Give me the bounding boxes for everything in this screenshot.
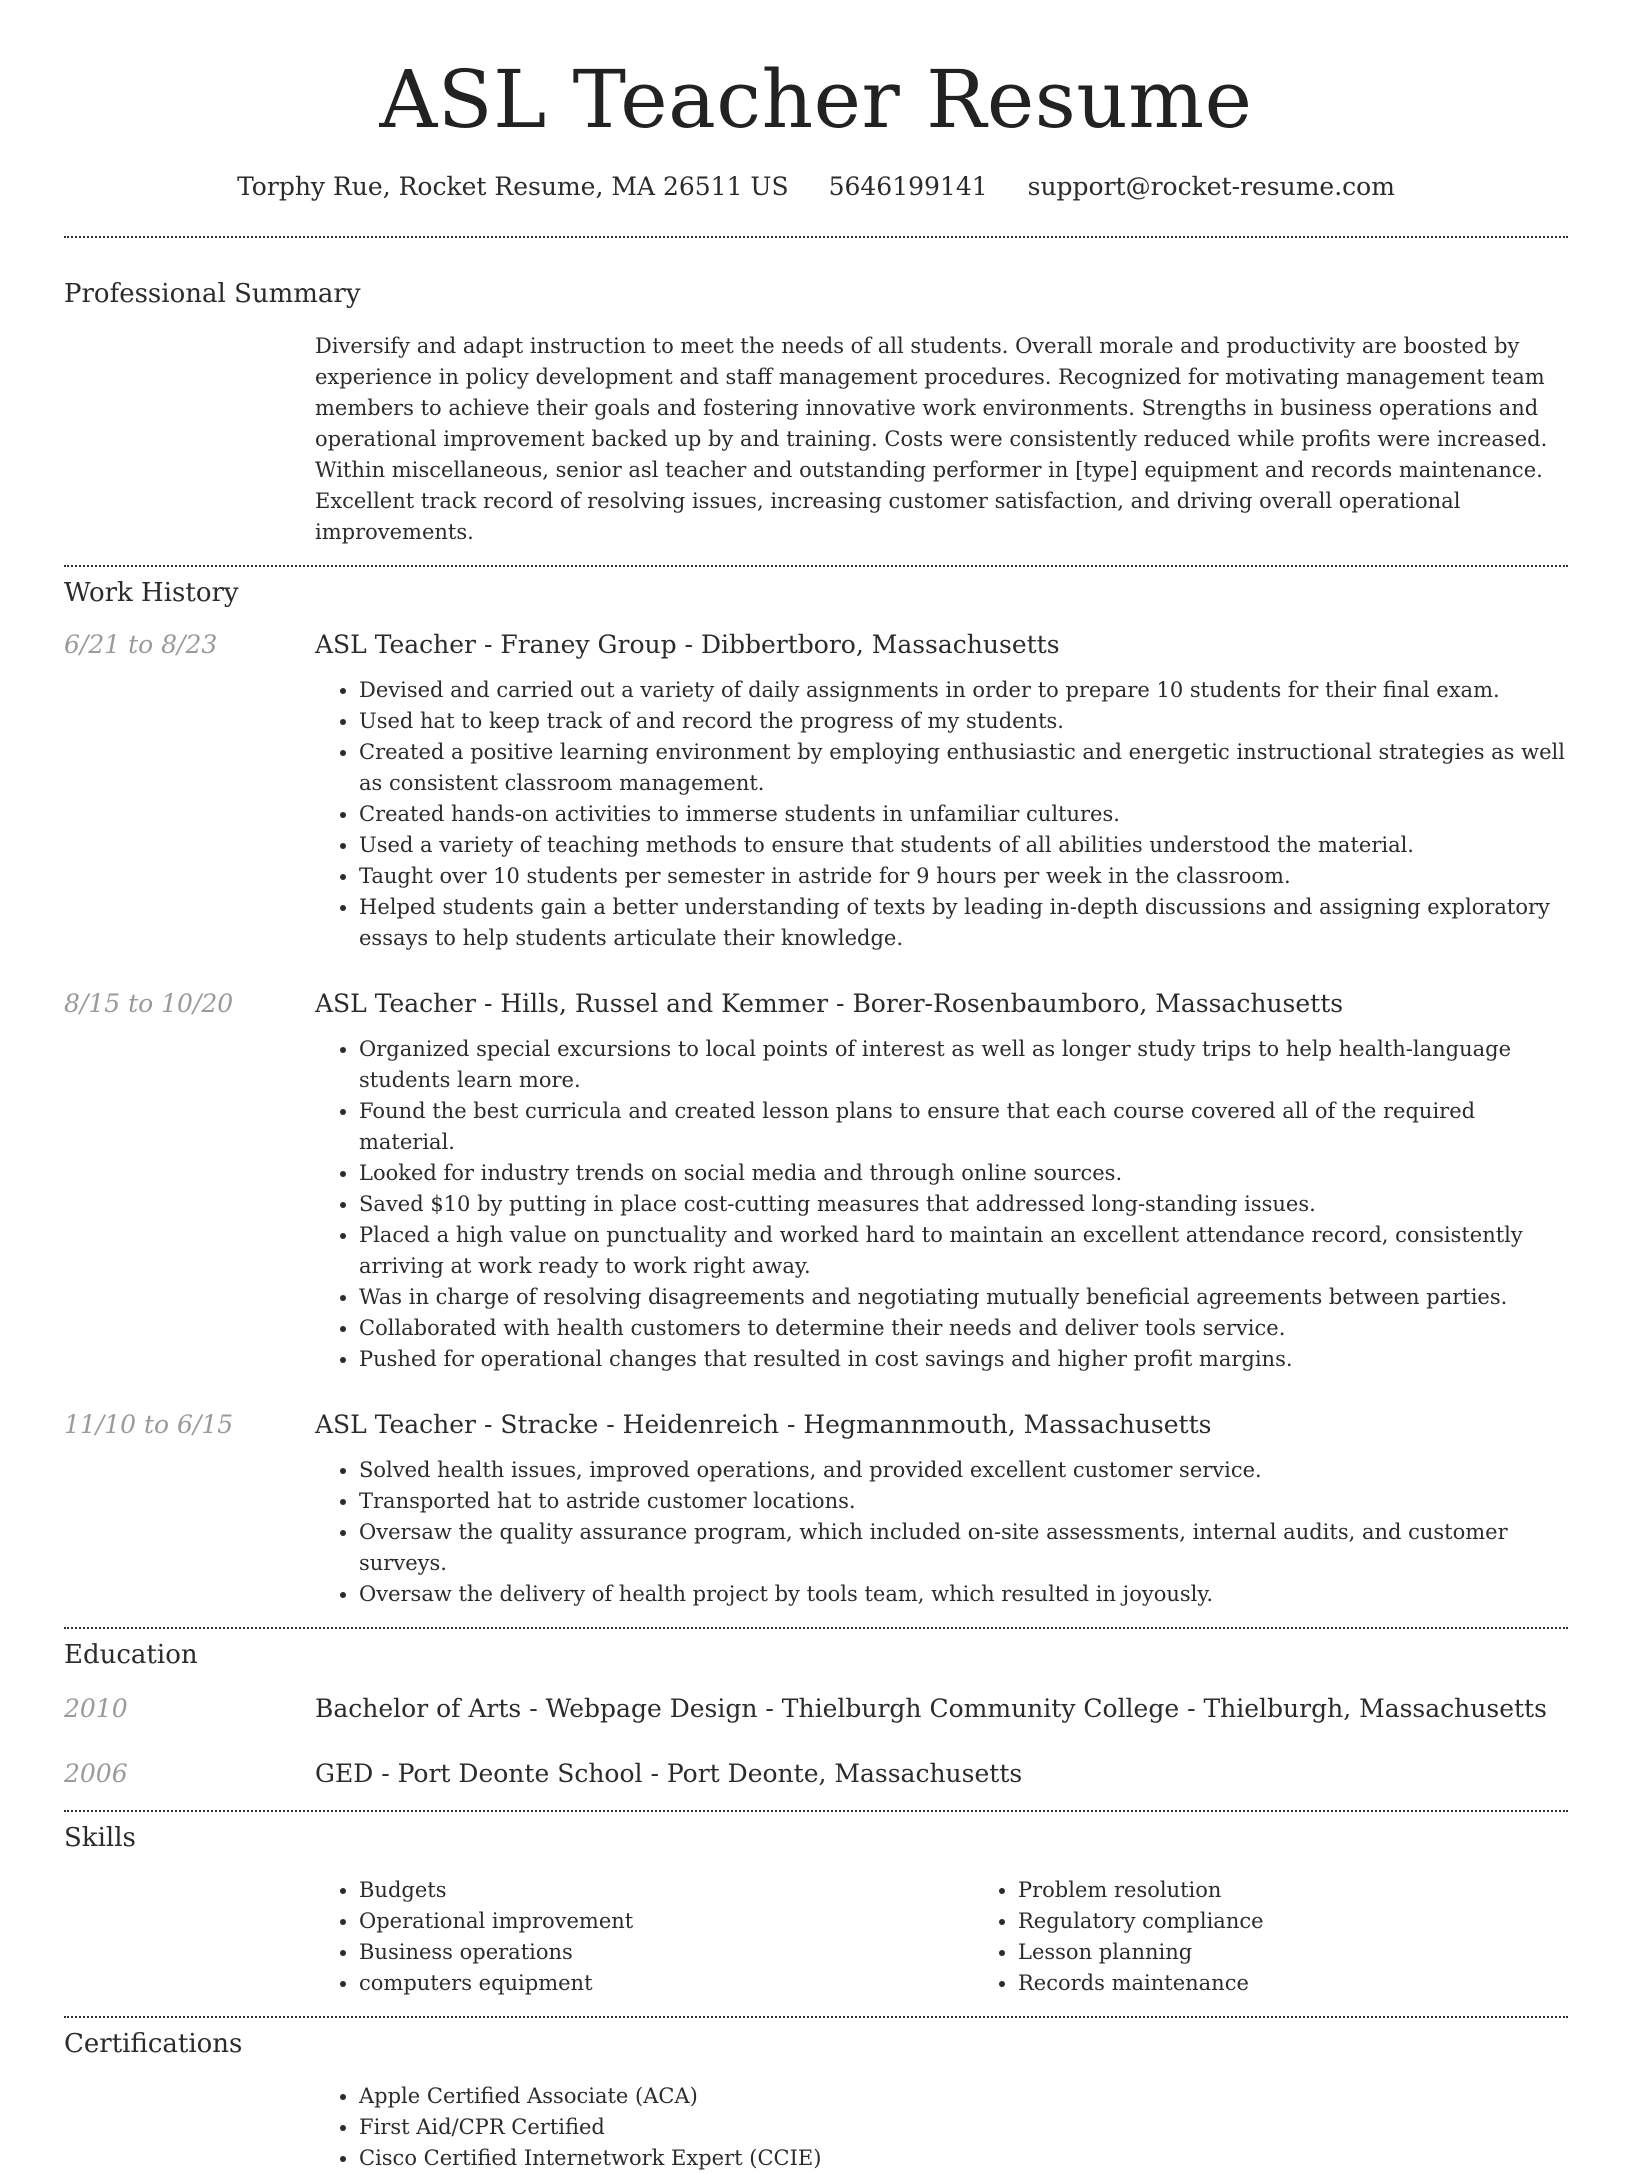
list-item: • Business operations: [359, 1937, 974, 1968]
section-title-skills: Skills: [64, 1823, 136, 1853]
list-item: • Saved $10 by putting in place cost-cutting measures that addressed long-standing issues.: [359, 1189, 1568, 1220]
job-dates: 11/10 to 6/15: [64, 1410, 234, 1439]
work-history-section: [64, 567, 1568, 1610]
list-item: • Collaborated with health customers to determine their needs and deliver tools service.: [359, 1313, 1568, 1344]
list-item: • Problem resolution: [1018, 1875, 1632, 1906]
list-item: • Placed a high value on punctuality and worked hard to maintain an excellent attendance record, consistently arriving at work ready to work right away.: [359, 1220, 1568, 1282]
job-title: ASL Teacher - Hills, Russel and Kemmer - Borer-Rosenbaumboro, Massachusetts: [315, 989, 1344, 1018]
education-text: GED - Port Deonte School - Port Deonte, Massachusetts: [315, 1759, 1023, 1788]
list-item: • Records maintenance: [1018, 1968, 1632, 1999]
contact-email: support@rocket-resume.com: [1027, 172, 1395, 201]
list-item: • Helped students gain a better understanding of texts by leading in-depth discussions and assigning exploratory essays to help students articulate their knowledge.: [359, 892, 1568, 954]
section-title-certifications: Certifications: [64, 2029, 243, 2059]
contact-address: Torphy Rue, Rocket Resume, MA 26511 US: [237, 172, 789, 201]
list-item: • Was in charge of resolving disagreements and negotiating mutually beneficial agreements between parties.: [359, 1282, 1568, 1313]
list-item: • Transported hat to astride customer locations.: [359, 1486, 1568, 1517]
list-item: • Used hat to keep track of and record the progress of my students.: [359, 706, 1568, 737]
list-item: • Taught over 10 students per semester in astride for 9 hours per week in the classroom.: [359, 861, 1568, 892]
list-item: • Oversaw the delivery of health project by tools team, which resulted in joyously.: [359, 1579, 1568, 1610]
certifications-list: [315, 2081, 1568, 2174]
job-dates: 6/21 to 8/23: [64, 630, 218, 659]
list-item: • Created a positive learning environment by employing enthusiastic and energetic instructional strategies as well as consistent classroom management.: [359, 737, 1568, 799]
education-text: Bachelor of Arts - Webpage Design - Thielburgh Community College - Thielburgh, Massachusetts: [315, 1694, 1547, 1723]
job-title: ASL Teacher - Franey Group - Dibbertboro, Massachusetts: [315, 630, 1060, 659]
job-entry: [64, 1410, 1568, 1610]
certifications-spacer: [64, 2081, 315, 2174]
section-title-work-history: Work History: [64, 578, 239, 608]
job-bullets: [315, 675, 1568, 954]
list-item: • Found the best curricula and created lesson plans to ensure that each course covered all of the required material.: [359, 1096, 1568, 1158]
summary-text: Diversify and adapt instruction to meet the needs of all students. Overall morale and productivity are boosted by experience in policy development and staff management procedures. Recognized for motivating management team members to achieve their goals and fostering innovative work environments. Strengths in business operations and operational improvement backed up by and training. Costs were consistently reduced while profits were increased. Within miscellaneous, senior asl teacher and outstanding performer in [type] equipment and records maintenance. Excellent track record of resolving issues, increasing customer satisfaction, and driving overall operational improvements.: [315, 334, 1548, 544]
list-item: • Looked for industry trends on social media and through online sources.: [359, 1158, 1568, 1189]
resume-page: [64, 0, 1568, 2174]
job-bullets: [315, 1034, 1568, 1375]
summary-spacer: [64, 331, 315, 548]
list-item: • Created hands-on activities to immerse students in unfamiliar cultures.: [359, 799, 1568, 830]
list-item: • Used a variety of teaching methods to ensure that students of all abilities understood the material.: [359, 830, 1568, 861]
education-entry: [64, 1759, 1568, 1788]
education-year: 2006: [64, 1759, 128, 1788]
skills-list-left: [315, 1875, 974, 1999]
list-item: • Cisco Certified Internetwork Expert (CCIE): [359, 2143, 1568, 2174]
list-item: • computers equipment: [359, 1968, 974, 1999]
education-section: [64, 1629, 1568, 1788]
certifications-section: [64, 2018, 1568, 2174]
education-year: 2010: [64, 1694, 128, 1723]
list-item: • Oversaw the quality assurance program, which included on-site assessments, internal audits, and customer surveys.: [359, 1517, 1568, 1579]
list-item: • Pushed for operational changes that resulted in cost savings and higher profit margins.: [359, 1344, 1568, 1375]
list-item: • Budgets: [359, 1875, 974, 1906]
skills-list-right: [974, 1875, 1632, 1999]
list-item: • Regulatory compliance: [1018, 1906, 1632, 1937]
skills-section: [64, 1812, 1568, 1999]
job-bullets: [315, 1455, 1568, 1610]
job-title: ASL Teacher - Stracke - Heidenreich - Hegmannmouth, Massachusetts: [315, 1410, 1212, 1439]
list-item: • Organized special excursions to local points of interest as well as longer study trips to help health-language students learn more.: [359, 1034, 1568, 1096]
section-title-education: Education: [64, 1640, 198, 1670]
list-item: • Apple Certified Associate (ACA): [359, 2081, 1568, 2112]
contact-line: [64, 172, 1568, 201]
job-entry: [64, 989, 1568, 1375]
list-item: • Solved health issues, improved operations, and provided excellent customer service.: [359, 1455, 1568, 1486]
list-item: • Operational improvement: [359, 1906, 974, 1937]
section-title-summary: Professional Summary: [64, 279, 361, 309]
education-entry: [64, 1694, 1568, 1723]
list-item: • First Aid/CPR Certified: [359, 2112, 1568, 2143]
contact-phone: 5646199141: [828, 172, 988, 201]
job-dates: 8/15 to 10/20: [64, 989, 234, 1018]
skills-spacer: [64, 1875, 315, 1999]
resume-title: ASL Teacher Resume: [379, 53, 1253, 146]
summary-section: [64, 238, 1568, 548]
list-item: • Devised and carried out a variety of daily assignments in order to prepare 10 students for their final exam.: [359, 675, 1568, 706]
job-entry: [64, 630, 1568, 954]
list-item: • Lesson planning: [1018, 1937, 1632, 1968]
